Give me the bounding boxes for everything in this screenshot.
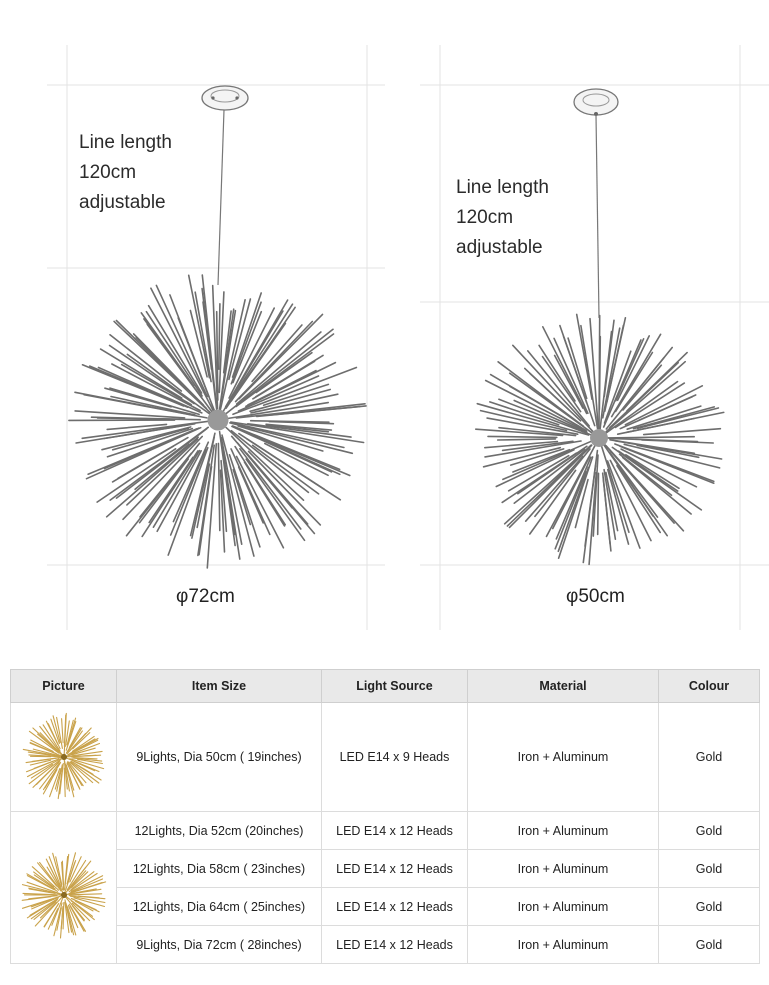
light-source-cell: LED E14 x 12 Heads bbox=[322, 926, 468, 964]
table-header-row bbox=[11, 670, 760, 703]
burst-rod bbox=[156, 285, 207, 396]
burst-hub bbox=[208, 410, 229, 431]
chandelier-72cm-sketch bbox=[0, 0, 400, 635]
burst-rod bbox=[638, 408, 719, 428]
burst-rod bbox=[577, 314, 592, 399]
diameter-label: φ72cm bbox=[176, 586, 235, 607]
colour-cell: Gold bbox=[659, 850, 760, 888]
colour-cell: Gold bbox=[659, 888, 760, 926]
picture-cell bbox=[11, 812, 117, 964]
burst-rod bbox=[498, 439, 556, 440]
header-picture: Picture bbox=[11, 670, 117, 703]
burst-rod bbox=[34, 874, 55, 888]
burst-rod bbox=[599, 337, 600, 410]
header-light-source: Light Source bbox=[322, 670, 468, 703]
table-row bbox=[11, 926, 760, 964]
colour-cell: Gold bbox=[659, 703, 760, 812]
burst-hub bbox=[60, 891, 66, 897]
material-cell: Iron + Aluminum bbox=[468, 888, 659, 926]
burst-rod bbox=[222, 435, 254, 556]
item-size-cell: 9Lights, Dia 72cm ( 28inches) bbox=[117, 926, 322, 964]
table-row bbox=[11, 850, 760, 888]
burst-rod bbox=[607, 437, 694, 438]
colour-cell: Gold bbox=[659, 926, 760, 964]
burst-hub bbox=[60, 754, 66, 760]
item-size-cell: 12Lights, Dia 52cm (20inches) bbox=[117, 812, 322, 850]
burst-rod bbox=[518, 446, 587, 493]
diameter-label: φ50cm bbox=[566, 586, 625, 607]
burst-rod bbox=[61, 719, 63, 743]
header-material: Material bbox=[468, 670, 659, 703]
sputnik-burst bbox=[476, 314, 724, 564]
burst-rod bbox=[217, 312, 218, 400]
material-cell: Iron + Aluminum bbox=[468, 926, 659, 964]
ceiling-canopy bbox=[202, 86, 248, 110]
suspension-cord bbox=[218, 110, 224, 285]
chandelier-72cm-drawing bbox=[0, 0, 400, 635]
burst-rod bbox=[253, 361, 315, 399]
burst-rod bbox=[488, 436, 557, 437]
burst-rod bbox=[505, 445, 592, 524]
line-length-text-2: 120cm bbox=[79, 162, 137, 183]
item-size-cell: 12Lights, Dia 64cm ( 25inches) bbox=[117, 888, 322, 926]
item-size-cell: 9Lights, Dia 50cm ( 19inches) bbox=[117, 703, 322, 812]
burst-hub bbox=[590, 429, 608, 447]
burst-rod bbox=[618, 336, 650, 400]
suspension-cord bbox=[596, 115, 599, 318]
line-length-text-2: 120cm bbox=[456, 207, 514, 228]
sputnik-burst bbox=[69, 275, 366, 568]
burst-rod bbox=[251, 421, 329, 423]
header-colour: Colour bbox=[659, 670, 760, 703]
chandelier-50cm-drawing bbox=[400, 0, 769, 635]
light-source-cell: LED E14 x 12 Heads bbox=[322, 812, 468, 850]
gold-chandelier-thumbnail bbox=[16, 709, 112, 805]
table-row bbox=[11, 812, 760, 850]
line-length-text-1: Line length bbox=[456, 177, 549, 198]
line-length-text-1: Line length bbox=[79, 132, 172, 153]
material-cell: Iron + Aluminum bbox=[468, 703, 659, 812]
burst-rod bbox=[218, 443, 219, 530]
burst-rod bbox=[268, 406, 366, 415]
picture-cell bbox=[11, 703, 117, 812]
spec-table bbox=[10, 669, 760, 964]
material-cell: Iron + Aluminum bbox=[468, 812, 659, 850]
burst-rod bbox=[644, 429, 721, 435]
burst-rod bbox=[598, 473, 599, 534]
table-row bbox=[11, 703, 760, 812]
line-length-text-3: adjustable bbox=[456, 237, 543, 258]
ceiling-canopy bbox=[574, 89, 618, 116]
header-item-size: Item Size bbox=[117, 670, 322, 703]
burst-rod bbox=[123, 437, 202, 520]
burst-rod bbox=[253, 445, 319, 494]
material-cell: Iron + Aluminum bbox=[468, 850, 659, 888]
light-source-cell: LED E14 x 12 Heads bbox=[322, 888, 468, 926]
line-length-text-3: adjustable bbox=[79, 192, 166, 213]
light-source-cell: LED E14 x 12 Heads bbox=[322, 850, 468, 888]
burst-rod bbox=[264, 384, 329, 405]
table-row bbox=[11, 888, 760, 926]
colour-cell: Gold bbox=[659, 812, 760, 850]
item-size-cell: 12Lights, Dia 58cm ( 23inches) bbox=[117, 850, 322, 888]
light-source-cell: LED E14 x 9 Heads bbox=[322, 703, 468, 812]
chandelier-50cm-sketch bbox=[400, 0, 769, 635]
burst-rod bbox=[219, 304, 220, 369]
gold-chandelier-thumbnail bbox=[16, 833, 112, 943]
